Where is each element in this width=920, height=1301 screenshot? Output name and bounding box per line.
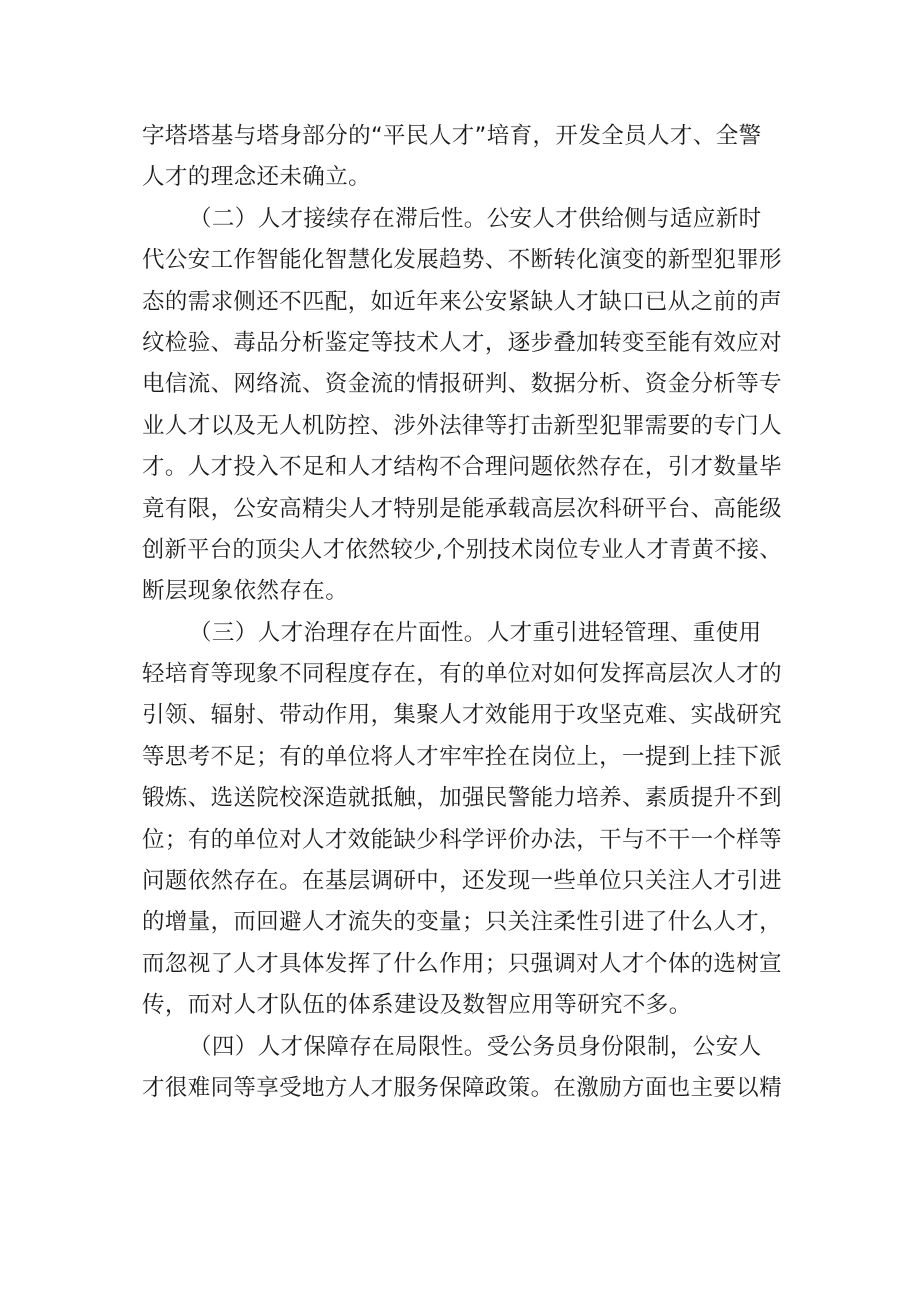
text-line: 轻培育等现象不同程度存在，有的单位对如何发挥高层次人才的 xyxy=(142,661,782,688)
document-body xyxy=(142,116,782,1109)
section-heading-line: （四）人才保障存在局限性。受公务员身份限制，公安人 xyxy=(189,1033,762,1060)
text-line: 才。人才投入不足和人才结构不合理问题依然存在，引才数量毕 xyxy=(142,454,782,481)
text-line: 断层现象依然存在。 xyxy=(142,578,349,605)
text-line: 才很难同等享受地方人才服务保障政策。在激励方面也主要以精 xyxy=(142,1074,782,1101)
text-line: 而忽视了人才具体发挥了什么作用；只强调对人才个体的选树宣 xyxy=(142,950,782,977)
text-line: 字塔塔基与塔身部分的“平民人才”培育，开发全员人才、全警 xyxy=(142,123,762,149)
text-line: 竟有限，公安高精尖人才特别是能承载高层次科研平台、高能级 xyxy=(142,495,782,522)
text-line: 态的需求侧还不匹配，如近年来公安紧缺人才缺口已从之前的声 xyxy=(142,288,782,315)
text-line: 业人才以及无人机防控、涉外法律等打击新型犯罪需要的专门人 xyxy=(142,412,782,439)
section-heading-line: （二）人才接续存在滞后性。公安人才供给侧与适应新时 xyxy=(189,205,762,232)
text-line: 锻炼、选送院校深造就抵触，加强民警能力培养、素质提升不到 xyxy=(142,785,782,812)
text-line: 创新平台的顶尖人才依然较少,个别技术岗位专业人才青黄不接、 xyxy=(142,536,782,563)
text-line: 引领、辐射、带动作用，集聚人才效能用于攻坚克难、实战研究 xyxy=(142,702,782,729)
text-line: 纹检验、毒品分析鉴定等技术人才，逐步叠加转变至能有效应对 xyxy=(142,329,782,356)
text-line: 问题依然存在。在基层调研中，还发现一些单位只关注人才引进 xyxy=(142,868,782,895)
section-heading-line: （三）人才治理存在片面性。人才重引进轻管理、重使用 xyxy=(189,619,762,646)
text-line: 的增量，而回避人才流失的变量；只关注柔性引进了什么人才， xyxy=(142,909,782,936)
text-line: 传，而对人才队伍的体系建设及数智应用等研究不多。 xyxy=(142,992,692,1019)
text-line: 位；有的单位对人才效能缺少科学评价办法，干与不干一个样等 xyxy=(142,826,782,853)
text-line: 电信流、网络流、资金流的情报研判、数据分析、资金分析等专 xyxy=(142,371,782,398)
text-line: 代公安工作智能化智慧化发展趋势、不断转化演变的新型犯罪形 xyxy=(142,247,782,274)
text-line: 人才的理念还未确立。 xyxy=(142,164,372,191)
text-line: 等思考不足；有的单位将人才牢牢拴在岗位上，一提到上挂下派 xyxy=(142,743,782,770)
